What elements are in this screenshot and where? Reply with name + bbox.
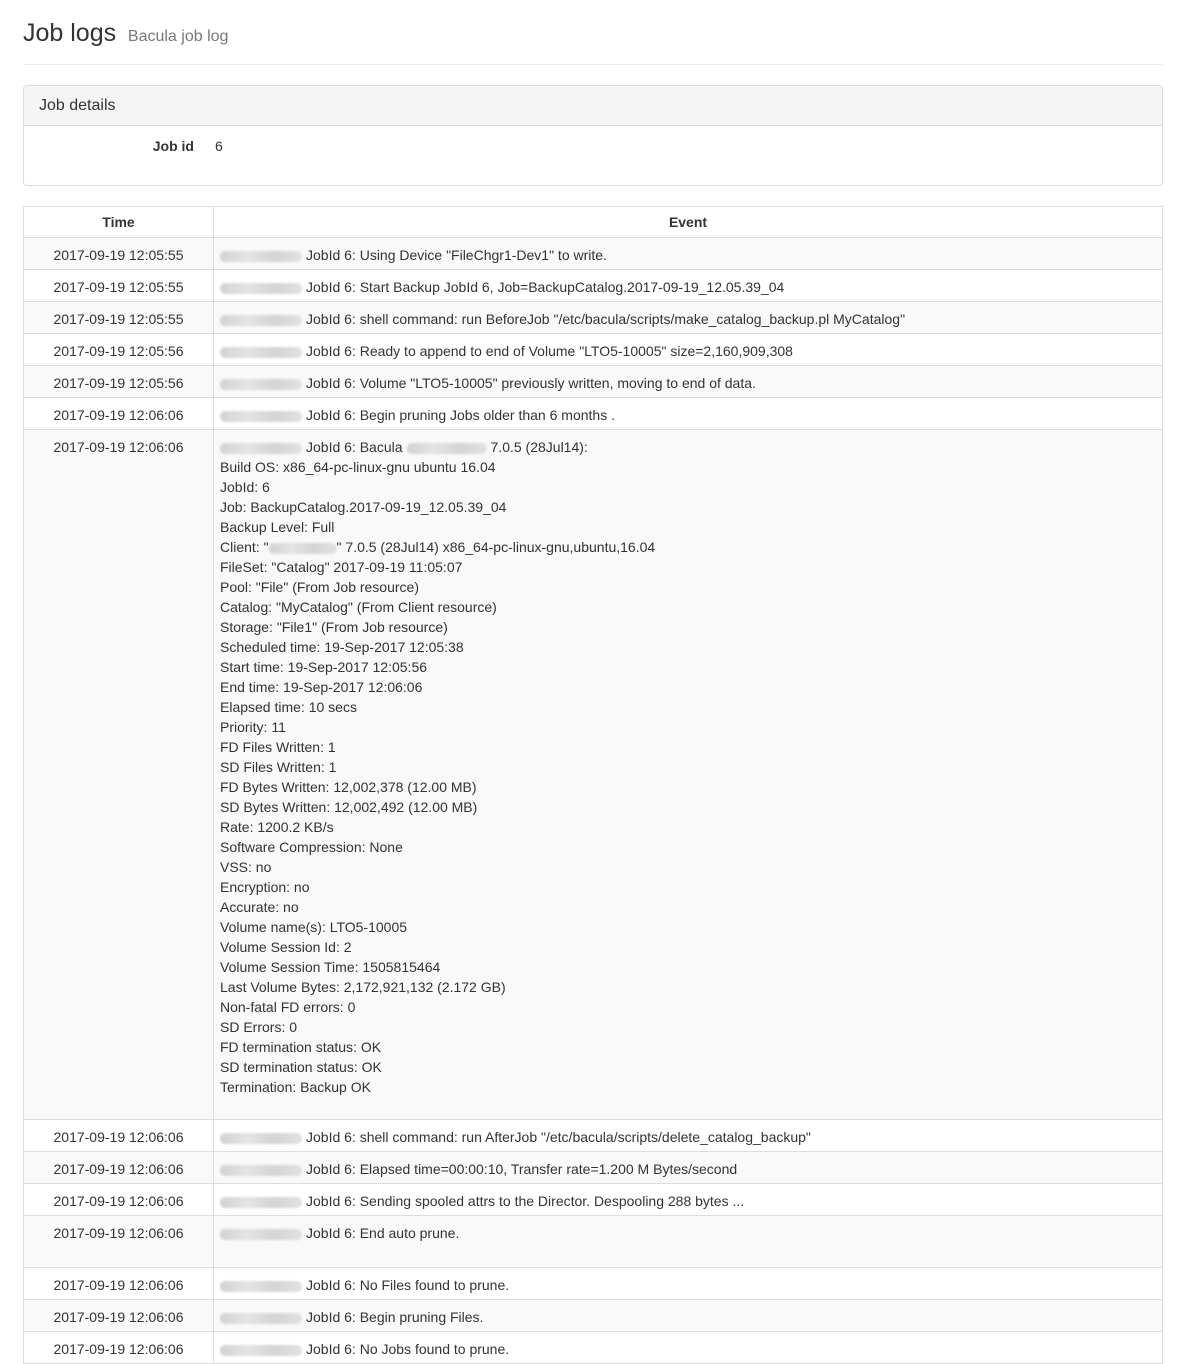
row-event: [214, 238, 1163, 270]
summary-line: Pool: "File" (From Job resource): [220, 579, 419, 595]
redacted-hostname: [407, 443, 487, 454]
event-text: JobId 6: Sending spooled attrs to the Director. Despooling 288 bytes ...: [306, 1193, 745, 1209]
summary-line: Last Volume Bytes: 2,172,921,132 (2.172 GB): [220, 979, 506, 995]
row-time: 2017-09-19 12:06:06: [24, 398, 214, 430]
redacted-hostname: [220, 283, 302, 294]
table-row: [24, 1332, 1163, 1364]
header-divider: [23, 64, 1163, 65]
row-time: 2017-09-19 12:05:55: [24, 270, 214, 302]
summary-first-line-a: JobId 6: Bacula: [306, 439, 403, 455]
row-event: [214, 398, 1163, 430]
event-text: JobId 6: Volume "LTO5-10005" previously written, moving to end of data.: [306, 375, 756, 391]
summary-line: Scheduled time: 19-Sep-2017 12:05:38: [220, 639, 464, 655]
summary-line: Accurate: no: [220, 899, 299, 915]
row-time: 2017-09-19 12:05:56: [24, 366, 214, 398]
summary-line: JobId: 6: [220, 479, 270, 495]
event-text: JobId 6: Begin pruning Jobs older than 6 months .: [306, 407, 615, 423]
event-text: JobId 6: End auto prune.: [306, 1225, 460, 1241]
row-event: [214, 1268, 1163, 1300]
event-text: JobId 6: No Jobs found to prune.: [306, 1341, 510, 1357]
panel-heading: Job details: [24, 86, 1162, 126]
table-row: [24, 1268, 1163, 1300]
row-event: [214, 1152, 1163, 1184]
redacted-hostname: [269, 543, 337, 554]
row-time: 2017-09-19 12:05:55: [24, 238, 214, 270]
summary-line: Backup Level: Full: [220, 519, 335, 535]
row-time: 2017-09-19 12:06:06: [24, 1216, 214, 1268]
summary-line: Volume Session Time: 1505815464: [220, 959, 441, 975]
summary-first-line-b: 7.0.5 (28Jul14):: [490, 439, 588, 455]
summary-line: Non-fatal FD errors: 0: [220, 999, 356, 1015]
row-event: [214, 302, 1163, 334]
column-header-event: Event: [214, 207, 1163, 238]
summary-line: Termination: Backup OK: [220, 1079, 371, 1095]
redacted-hostname: [220, 315, 302, 326]
redacted-hostname: [220, 1133, 302, 1144]
redacted-hostname: [220, 411, 302, 422]
table-row: [24, 1216, 1163, 1268]
redacted-hostname: [220, 1345, 302, 1356]
event-text: JobId 6: Ready to append to end of Volume "LTO5-10005" size=2,160,909,308: [306, 343, 793, 359]
event-text: JobId 6: Start Backup JobId 6, Job=BackupCatalog.2017-09-19_12.05.39_04: [306, 279, 785, 295]
summary-line: FileSet: "Catalog" 2017-09-19 11:05:07: [220, 559, 463, 575]
redacted-hostname: [220, 379, 302, 390]
summary-client-suffix: " 7.0.5 (28Jul14) x86_64-pc-linux-gnu,ubuntu,16.04: [336, 539, 656, 555]
redacted-hostname: [220, 443, 302, 454]
event-text: JobId 6: shell command: run AfterJob "/etc/bacula/scripts/delete_catalog_backup": [306, 1129, 811, 1145]
row-time: 2017-09-19 12:05:56: [24, 334, 214, 366]
row-time: 2017-09-19 12:06:06: [24, 1152, 214, 1184]
table-row: [24, 366, 1163, 398]
table-row: [24, 270, 1163, 302]
summary-line: Build OS: x86_64-pc-linux-gnu ubuntu 16.04: [220, 459, 496, 475]
row-time: 2017-09-19 12:06:06: [24, 430, 214, 1120]
summary-line: Job: BackupCatalog.2017-09-19_12.05.39_04: [220, 499, 507, 515]
summary-line: SD Files Written: 1: [220, 759, 337, 775]
row-event: [214, 1300, 1163, 1332]
event-text: JobId 6: shell command: run BeforeJob "/etc/bacula/scripts/make_catalog_backup.pl MyCatalog": [306, 311, 906, 327]
job-details-panel: [23, 85, 1163, 186]
table-row: [24, 1300, 1163, 1332]
row-time: 2017-09-19 12:06:06: [24, 1120, 214, 1152]
summary-line: VSS: no: [220, 859, 272, 875]
summary-client-prefix: Client: ": [220, 539, 269, 555]
row-event: [214, 366, 1163, 398]
summary-line: Encryption: no: [220, 879, 310, 895]
summary-line: Software Compression: None: [220, 839, 403, 855]
row-event: [214, 1216, 1163, 1268]
row-event: [214, 270, 1163, 302]
table-row: [24, 1184, 1163, 1216]
summary-line: Start time: 19-Sep-2017 12:05:56: [220, 659, 428, 675]
table-row: [24, 1152, 1163, 1184]
job-id-value: 6: [215, 138, 223, 154]
page-title: [23, 16, 228, 48]
table-row: [24, 334, 1163, 366]
row-event: [214, 1184, 1163, 1216]
table-row-job-summary: [24, 430, 1163, 1120]
job-id-label: Job id: [152, 138, 194, 154]
redacted-hostname: [220, 1229, 302, 1240]
page-subtitle: Bacula job log: [127, 28, 229, 45]
event-text: JobId 6: Using Device "FileChgr1-Dev1" to write.: [306, 247, 607, 263]
row-event: [214, 334, 1163, 366]
row-time: 2017-09-19 12:06:06: [24, 1184, 214, 1216]
summary-line: Rate: 1200.2 KB/s: [220, 819, 334, 835]
summary-line: Storage: "File1" (From Job resource): [220, 619, 448, 635]
summary-line: Volume name(s): LTO5-10005: [220, 919, 408, 935]
event-text: JobId 6: Elapsed time=00:00:10, Transfer rate=1.200 M Bytes/second: [306, 1161, 738, 1177]
summary-line: End time: 19-Sep-2017 12:06:06: [220, 679, 423, 695]
summary-line: FD Files Written: 1: [220, 739, 336, 755]
row-time: 2017-09-19 12:05:55: [24, 302, 214, 334]
row-time: 2017-09-19 12:06:06: [24, 1268, 214, 1300]
table-row: [24, 302, 1163, 334]
event-text: JobId 6: No Files found to prune.: [306, 1277, 510, 1293]
column-header-time: Time: [24, 207, 214, 238]
summary-line: Elapsed time: 10 secs: [220, 699, 357, 715]
redacted-hostname: [220, 347, 302, 358]
summary-line: FD termination status: OK: [220, 1039, 382, 1055]
summary-line: SD Errors: 0: [220, 1019, 298, 1035]
summary-line: Volume Session Id: 2: [220, 939, 352, 955]
summary-line: Catalog: "MyCatalog" (From Client resource): [220, 599, 497, 615]
row-time: 2017-09-19 12:06:06: [24, 1300, 214, 1332]
table-body: [24, 238, 1163, 1364]
job-summary-event: [214, 430, 1163, 1120]
summary-line: SD Bytes Written: 12,002,492 (12.00 MB): [220, 799, 478, 815]
summary-line: Priority: 11: [220, 719, 286, 735]
summary-line: FD Bytes Written: 12,002,378 (12.00 MB): [220, 779, 477, 795]
row-event: [214, 1332, 1163, 1364]
job-id-row: [24, 126, 1162, 166]
redacted-hostname: [220, 1313, 302, 1324]
table-row: [24, 1120, 1163, 1152]
table-row: [24, 398, 1163, 430]
page-title-main: Job logs: [23, 19, 117, 47]
table-header-row: [24, 207, 1163, 238]
row-event: [214, 1120, 1163, 1152]
row-time: 2017-09-19 12:06:06: [24, 1332, 214, 1364]
event-text: JobId 6: Begin pruning Files.: [306, 1309, 484, 1325]
table-row: [24, 238, 1163, 270]
redacted-hostname: [220, 1165, 302, 1176]
job-log-table: [23, 206, 1163, 1364]
summary-line: SD termination status: OK: [220, 1059, 382, 1075]
redacted-hostname: [220, 1281, 302, 1292]
redacted-hostname: [220, 251, 302, 262]
redacted-hostname: [220, 1197, 302, 1208]
